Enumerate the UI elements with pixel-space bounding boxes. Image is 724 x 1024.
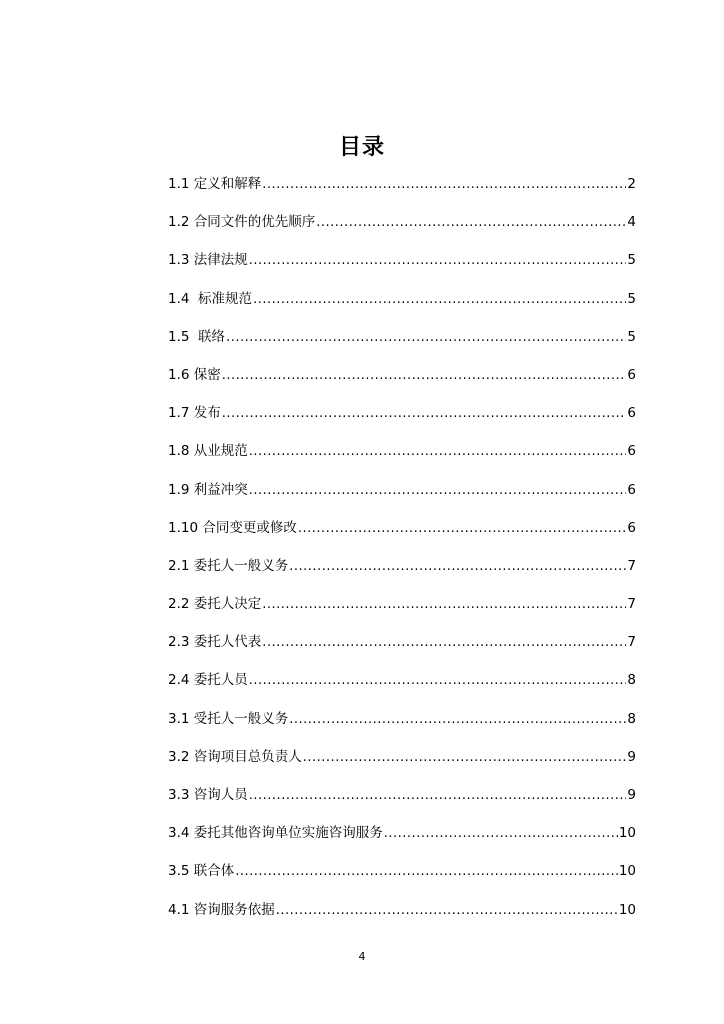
toc-dot-leader <box>289 710 626 730</box>
toc-dot-leader <box>249 442 627 462</box>
toc-entry-page: 6 <box>627 366 636 383</box>
toc-entry-label: 1.3 法律法规 <box>168 252 248 269</box>
toc-dot-leader <box>384 824 618 844</box>
toc-entry[interactable] <box>168 709 636 747</box>
toc-entry-page: 10 <box>618 825 636 842</box>
toc-entry[interactable] <box>168 403 636 441</box>
toc-entry-page: 5 <box>627 252 636 269</box>
toc-dot-leader <box>276 901 618 921</box>
toc-dot-leader <box>262 175 626 195</box>
toc-dot-leader <box>289 557 626 577</box>
toc-entry[interactable] <box>168 556 636 594</box>
toc-entry[interactable] <box>168 861 636 899</box>
toc-entry[interactable] <box>168 441 636 479</box>
toc-entry-label: 1.2 合同文件的优先顺序 <box>168 214 316 231</box>
toc-entry-page: 5 <box>627 328 636 345</box>
toc-entry-page: 10 <box>618 901 636 918</box>
toc-entry-label: 1.5 联络 <box>168 328 226 345</box>
toc-dot-leader <box>316 213 626 233</box>
toc-dot-leader <box>249 786 627 806</box>
toc-entry[interactable] <box>168 900 636 938</box>
toc-entry-label: 1.4 标准规范 <box>168 290 253 307</box>
toc-entry[interactable] <box>168 670 636 708</box>
toc-entry-page: 7 <box>627 634 636 651</box>
toc-entry-label: 3.2 咨询项目总负责人 <box>168 748 302 765</box>
page-number: 4 <box>358 950 366 963</box>
toc-dot-leader <box>222 404 627 424</box>
toc-entry-page: 8 <box>627 710 636 727</box>
toc-entry-label: 2.4 委托人员 <box>168 672 248 689</box>
toc-entry[interactable] <box>168 327 636 365</box>
toc-entry-label: 1.9 利益冲突 <box>168 481 248 498</box>
toc-entry-page: 4 <box>627 214 636 231</box>
toc-entry-label: 3.5 联合体 <box>168 863 235 880</box>
toc-entry-page: 6 <box>627 519 636 536</box>
toc-entry-page: 9 <box>627 787 636 803</box>
toc-entry-label: 2.2 委托人决定 <box>168 596 262 613</box>
toc-entry-page: 6 <box>627 443 636 460</box>
toc-entry-page: 10 <box>618 863 636 880</box>
toc-dot-leader <box>249 481 627 501</box>
toc-title: 目录 <box>338 135 385 160</box>
toc-entry-label: 3.4 委托其他咨询单位实施咨询服务 <box>168 825 383 842</box>
toc-entry-label: 1.7 发布 <box>168 405 221 422</box>
toc-entry[interactable] <box>168 632 636 670</box>
toc-list <box>168 174 636 938</box>
toc-entry[interactable] <box>168 212 636 250</box>
toc-dot-leader <box>235 862 618 882</box>
toc-entry-page: 6 <box>627 481 636 498</box>
toc-dot-leader <box>262 633 626 653</box>
toc-entry-label: 3.1 受托人一般义务 <box>168 710 289 727</box>
toc-entry-label: 2.1 委托人一般义务 <box>168 557 289 574</box>
toc-entry-label: 1.10 合同变更或修改 <box>168 519 297 536</box>
toc-entry[interactable] <box>168 594 636 632</box>
toc-entry-page: 7 <box>627 596 636 613</box>
toc-entry[interactable] <box>168 250 636 288</box>
toc-dot-leader <box>226 328 626 348</box>
toc-entry[interactable] <box>168 289 636 327</box>
toc-dot-leader <box>303 748 627 768</box>
toc-entry[interactable] <box>168 823 636 861</box>
toc-entry-page: 5 <box>627 290 636 307</box>
toc-entry-label: 1.6 保密 <box>168 366 221 383</box>
toc-entry-label: 2.3 委托人代表 <box>168 634 262 651</box>
toc-entry-page: 7 <box>627 557 636 574</box>
toc-dot-leader <box>249 251 627 271</box>
toc-entry[interactable] <box>168 365 636 403</box>
toc-entry-label: 3.3 咨询人员 <box>168 787 248 803</box>
toc-entry-page: 9 <box>627 748 636 765</box>
toc-dot-leader <box>249 671 627 691</box>
toc-dot-leader <box>253 290 626 310</box>
toc-dot-leader <box>262 595 626 615</box>
toc-entry-page: 6 <box>627 405 636 422</box>
toc-entry-page: 2 <box>627 176 636 192</box>
toc-entry-label: 4.1 咨询服务依据 <box>168 901 275 918</box>
toc-entry[interactable] <box>168 747 636 785</box>
toc-dot-leader <box>222 366 627 386</box>
toc-entry[interactable] <box>168 480 636 518</box>
toc-entry-page: 8 <box>627 672 636 689</box>
toc-dot-leader <box>298 519 627 539</box>
toc-entry[interactable] <box>168 785 636 823</box>
toc-entry-label: 1.1 定义和解释 <box>168 176 262 192</box>
toc-entry[interactable] <box>168 518 636 556</box>
toc-entry[interactable] <box>168 174 636 212</box>
toc-entry-label: 1.8 从业规范 <box>168 443 248 460</box>
